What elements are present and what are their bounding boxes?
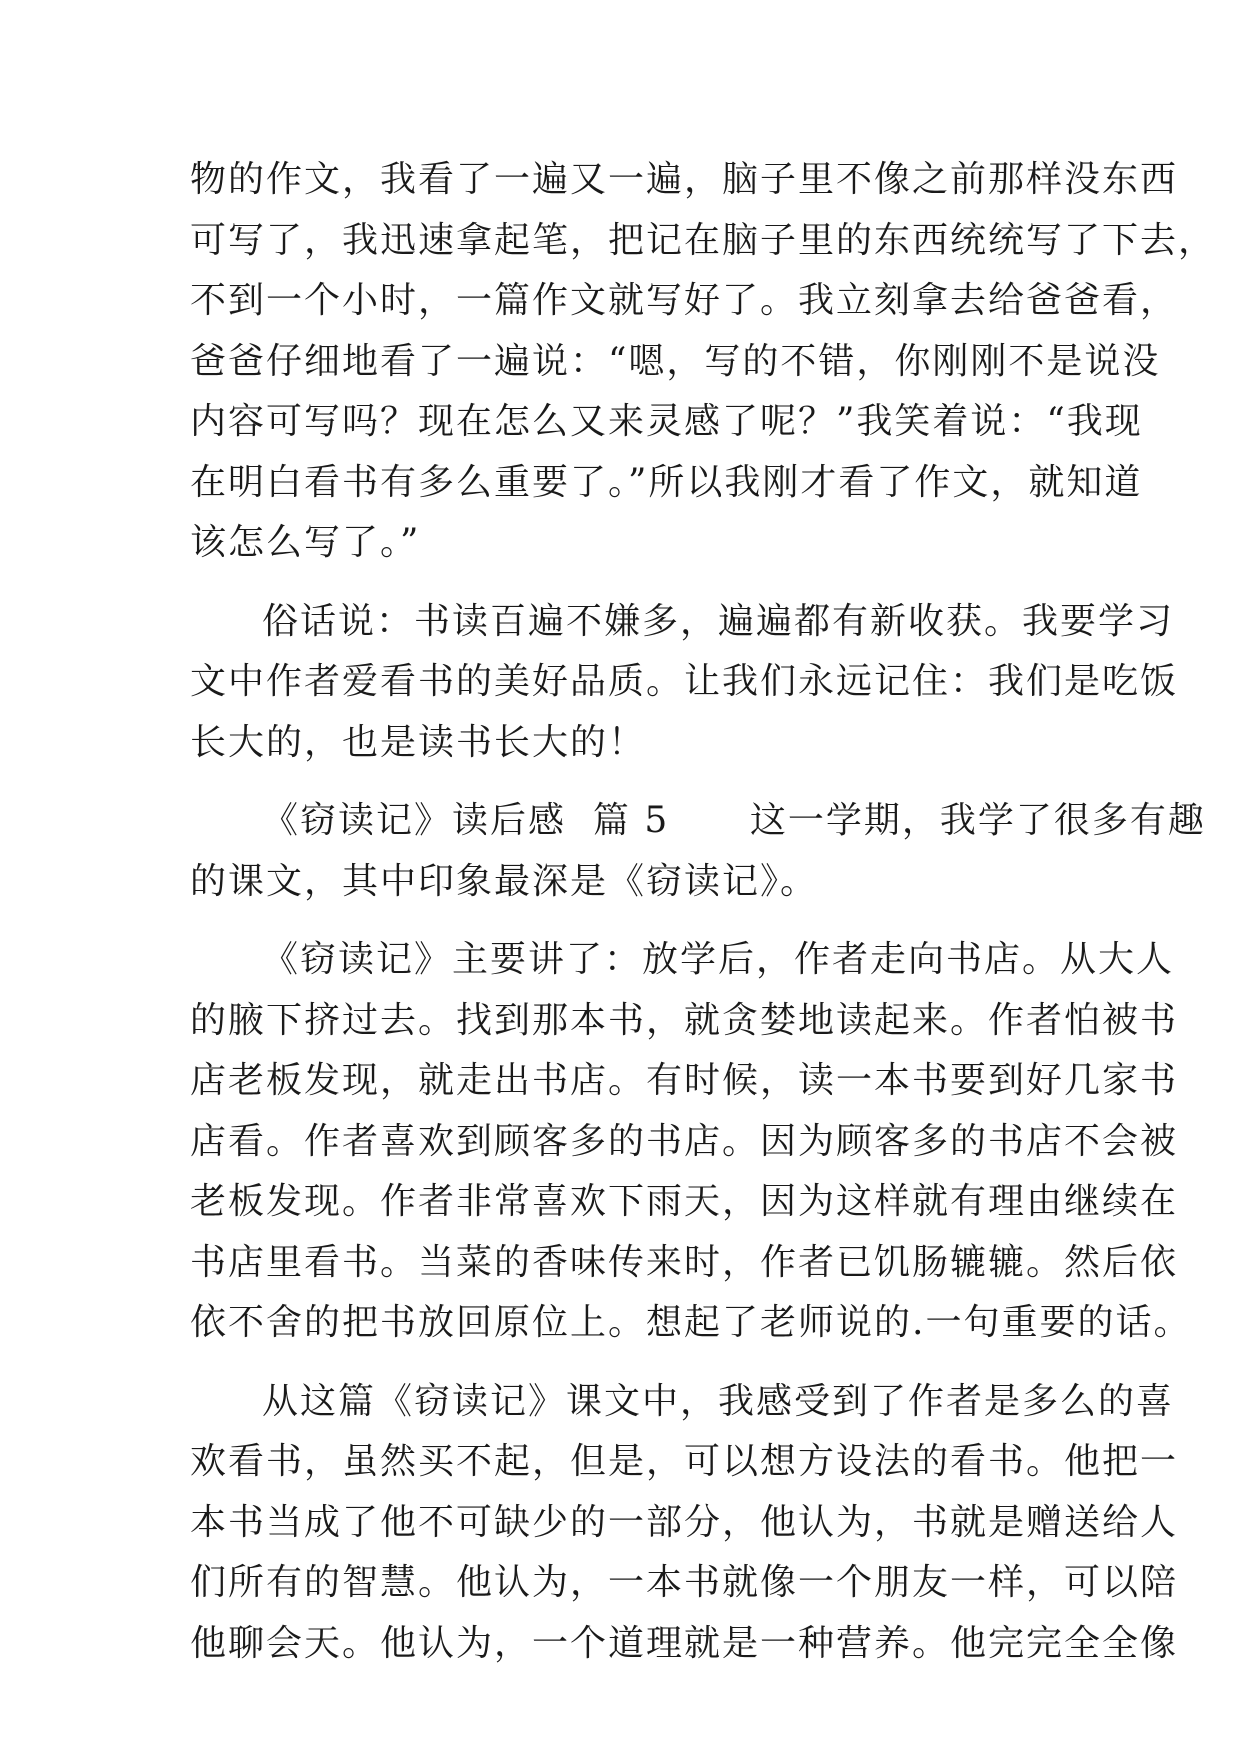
text-line: 们所有的智慧。他认为，一本书就像一个朋友一样，可以陪 <box>190 1562 1179 1603</box>
text-line: 爸爸仔细地看了一遍说：“嗯，写的不错，你刚刚不是说没 <box>190 340 1161 382</box>
paragraph-4 <box>190 930 1192 1354</box>
paragraph-3 <box>190 791 1206 912</box>
text-line: 欢看书，虽然买不起，但是，可以想方设法的看书。他把一 <box>190 1441 1179 1482</box>
text-line: 他聊会天。他认为，一个道理就是一种营养。他完完全全像 <box>190 1622 1179 1664</box>
text-line: 不到一个小时，一篇作文就写好了。我立刻拿去给爸爸看， <box>190 280 1179 321</box>
text-line: 的课文，其中印象最深是《窃读记》。 <box>190 860 819 902</box>
text-line: 物的作文，我看了一遍又一遍，脑子里不像之前那样没东西 <box>190 159 1179 200</box>
text-line: 俗话说：书读百遍不嫌多，遍遍都有新收获。我要学习 <box>262 600 1175 642</box>
text-line: 从这篇《窃读记》课文中，我感受到了作者是多么的喜 <box>262 1380 1175 1422</box>
text-line: 本书当成了他不可缺少的一部分，他认为，书就是赠送给人 <box>190 1501 1179 1543</box>
document-body <box>190 150 1217 1674</box>
text-line: 在明白看书有多么重要了。”所以我刚才看了作文，就知道 <box>190 461 1143 503</box>
paragraph-5 <box>190 1372 1179 1675</box>
text-line: 店老板发现，就走出书店。有时候，读一本书要到好几家书 <box>190 1060 1179 1101</box>
text-line: 书店里看书。当菜的香味传来时，作者已饥肠辘辘。然后依 <box>190 1241 1179 1283</box>
text-line: 《窃读记》主要讲了：放学后，作者走向书店。从大人 <box>262 939 1175 980</box>
text-line: 文中作者爱看书的美好品质。让我们永远记住：我们是吃饭 <box>190 661 1179 702</box>
paragraph-2 <box>190 592 1179 774</box>
paragraph-1 <box>190 150 1217 574</box>
text-line: 店看。作者喜欢到顾客多的书店。因为顾客多的书店不会被 <box>190 1120 1179 1162</box>
text-line: 该怎么写了。” <box>190 522 421 563</box>
text-line: 内容可写吗？现在怎么又来灵感了呢？”我笑着说：“我现 <box>190 401 1143 442</box>
text-line: 长大的，也是读书长大的！ <box>190 721 647 763</box>
text-line: 的腋下挤过去。找到那本书，就贪婪地读起来。作者怕被书 <box>190 999 1179 1041</box>
text-line: 老板发现。作者非常喜欢下雨天，因为这样就有理由继续在 <box>190 1181 1179 1222</box>
section-heading-line: 《窃读记》读后感 篇 5 这一学期，我学了很多有趣 <box>262 800 1206 841</box>
text-line: 依不舍的把书放回原位上。想起了老师说的.一句重要的话。 <box>190 1302 1192 1343</box>
text-line: 可写了，我迅速拿起笔，把记在脑子里的东西统统写了下去， <box>190 219 1217 261</box>
